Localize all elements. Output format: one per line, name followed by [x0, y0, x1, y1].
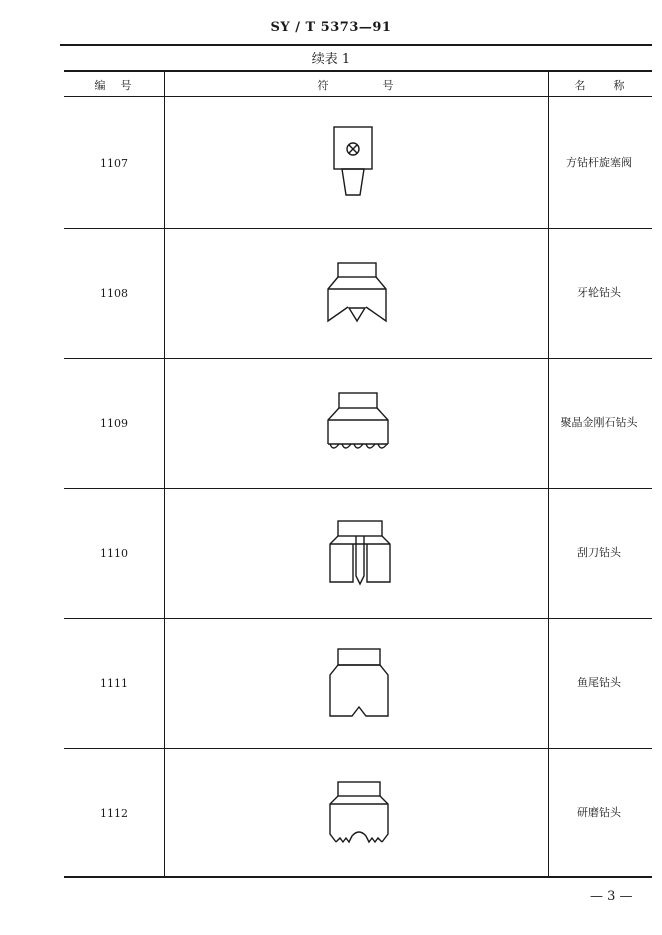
kelly-cock-valve-icon	[315, 118, 395, 228]
row-name: 方钻杆旋塞阀	[566, 156, 632, 169]
row-code: 1111	[100, 677, 128, 690]
row-code: 1109	[100, 417, 128, 430]
pdc-bit-icon	[315, 378, 395, 488]
column-divider-right	[548, 70, 549, 878]
row-divider	[64, 358, 652, 359]
row-code: 1108	[100, 287, 128, 300]
row-code: 1107	[100, 157, 128, 170]
row-name: 牙轮钻头	[577, 286, 621, 299]
row-name: 刮刀钻头	[577, 546, 621, 559]
roller-cone-bit-icon	[315, 248, 395, 358]
column-header-symbol: 符 号	[317, 79, 396, 92]
row-divider	[64, 748, 652, 749]
fishtail-bit-icon	[315, 638, 395, 748]
page-number: — 3 —	[590, 889, 633, 904]
header-rule	[60, 44, 652, 46]
grinding-bit-icon	[315, 768, 395, 878]
row-name: 鱼尾钻头	[577, 676, 621, 689]
row-divider	[64, 488, 652, 489]
row-code: 1110	[100, 547, 128, 560]
row-divider	[64, 618, 652, 619]
column-divider-left	[164, 70, 165, 878]
row-divider	[64, 228, 652, 229]
row-name: 研磨钻头	[577, 806, 621, 819]
column-header-code: 编 号	[94, 79, 134, 92]
row-name: 聚晶金刚石钻头	[560, 416, 638, 429]
drag-bit-icon	[315, 508, 395, 618]
row-code: 1112	[100, 807, 128, 820]
column-header-name: 名 称	[574, 79, 627, 92]
table-top-rule	[64, 70, 652, 72]
table-header-rule	[64, 96, 652, 97]
table-title: 续表 1	[311, 52, 351, 67]
standard-code: SY / T 5373—91	[270, 20, 392, 35]
